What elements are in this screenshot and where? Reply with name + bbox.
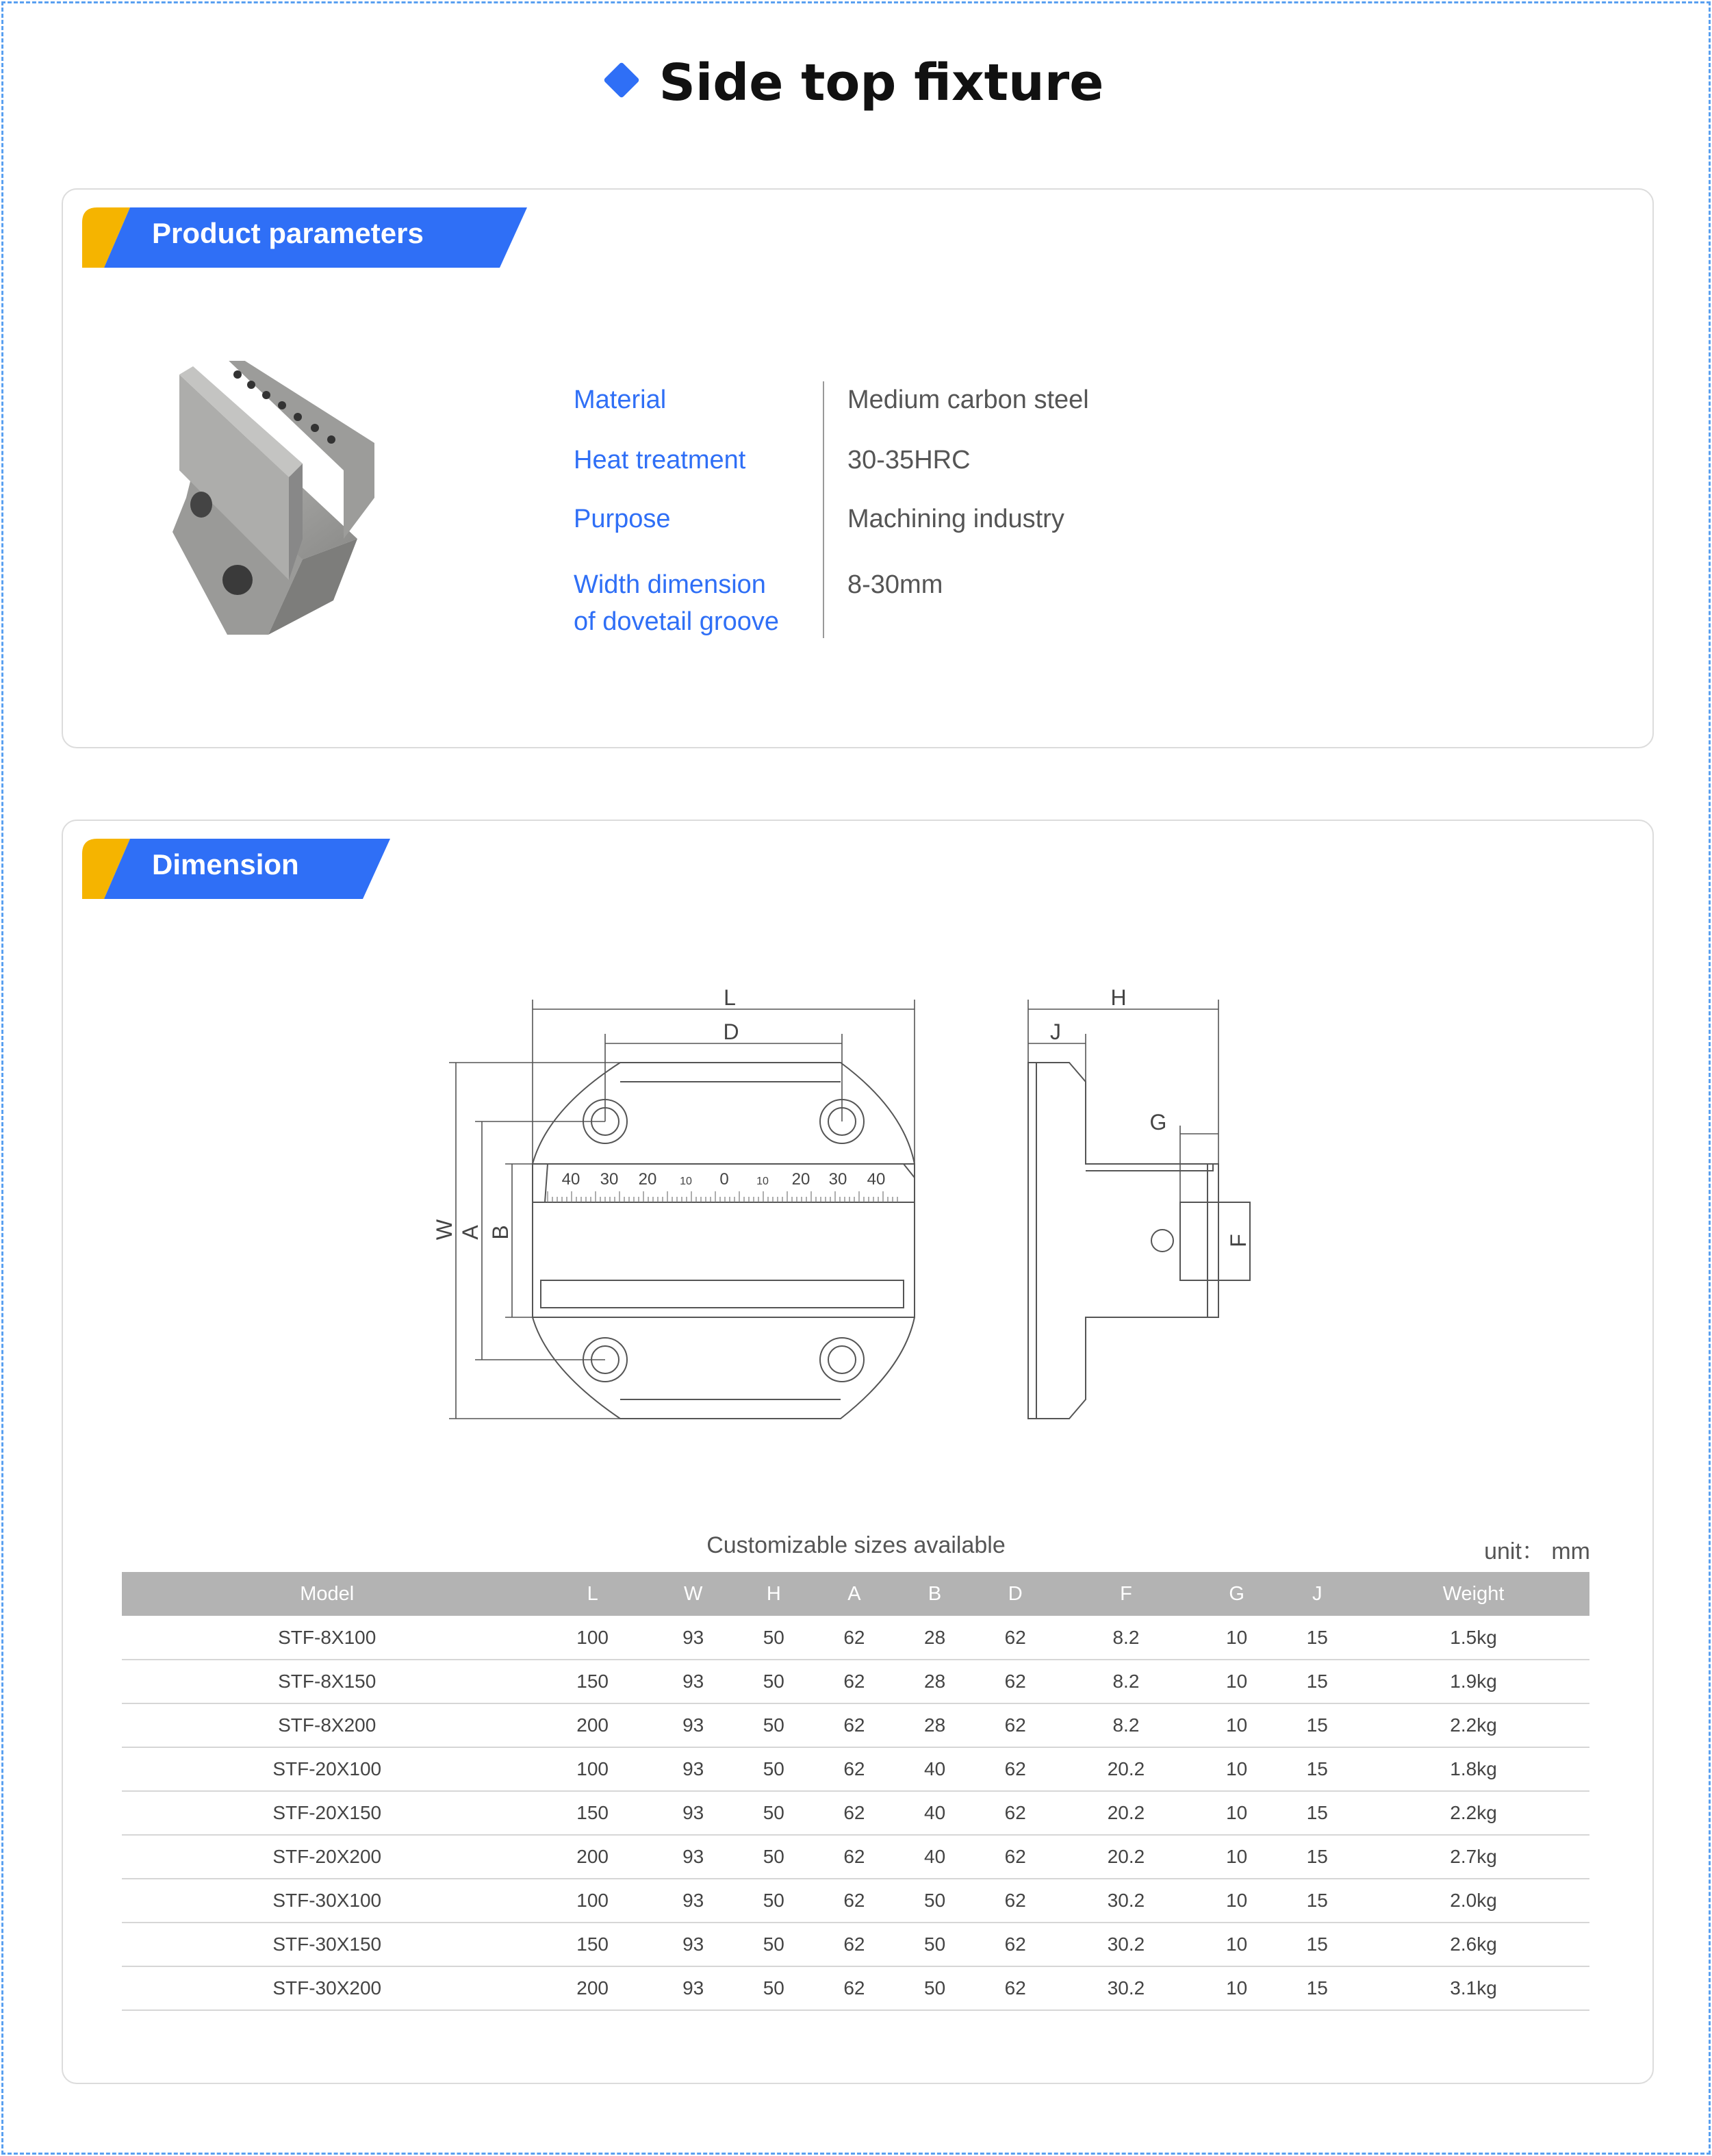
param-label-width-line1: Width dimension — [574, 570, 766, 599]
table-cell: 15 — [1277, 1747, 1357, 1791]
param-label-width-line2: of dovetail groove — [574, 607, 779, 636]
table-cell: 200 — [532, 1703, 652, 1747]
dim-label-F: F — [1226, 1234, 1251, 1247]
column-header: B — [895, 1572, 975, 1616]
table-cell: 62 — [975, 1879, 1056, 1923]
table-cell: 93 — [653, 1879, 734, 1923]
table-cell: 15 — [1277, 1703, 1357, 1747]
table-cell: 40 — [895, 1835, 975, 1879]
table-cell: 62 — [975, 1747, 1056, 1791]
table-cell: 93 — [653, 1966, 734, 2010]
table-cell: 62 — [975, 1660, 1056, 1703]
dimension-drawing — [411, 959, 1301, 1451]
table-cell: 200 — [532, 1835, 652, 1879]
ruler-label: 20 — [638, 1170, 657, 1189]
dim-label-B: B — [488, 1225, 513, 1240]
table-cell: 50 — [733, 1791, 814, 1835]
table-cell: 40 — [895, 1747, 975, 1791]
table-cell: 30.2 — [1056, 1879, 1197, 1923]
table-cell: 10 — [1197, 1616, 1277, 1660]
table-cell: 2.2kg — [1357, 1703, 1589, 1747]
table-cell: 28 — [895, 1616, 975, 1660]
table-cell: 50 — [733, 1835, 814, 1879]
param-value-width: 8-30mm — [847, 570, 943, 599]
table-cell: 20.2 — [1056, 1747, 1197, 1791]
table-cell: 50 — [895, 1923, 975, 1966]
table-cell: 15 — [1277, 1616, 1357, 1660]
table-cell: 100 — [532, 1616, 652, 1660]
ruler-label: 20 — [791, 1170, 810, 1189]
table-cell: 93 — [653, 1660, 734, 1703]
dim-label-G: G — [1149, 1110, 1167, 1134]
diamond-icon — [603, 62, 640, 99]
dim-label-W: W — [432, 1219, 457, 1241]
ruler-label: 0 — [719, 1170, 729, 1189]
table-cell: 15 — [1277, 1791, 1357, 1835]
table-cell: 200 — [532, 1966, 652, 2010]
section-banner-label: Product parameters — [152, 217, 424, 249]
table-cell: 100 — [532, 1747, 652, 1791]
table-cell: 50 — [733, 1660, 814, 1703]
page-title — [0, 53, 1712, 112]
dim-label-L: L — [724, 985, 736, 1010]
table-cell: 50 — [895, 1879, 975, 1923]
column-header: W — [653, 1572, 734, 1616]
sizes-table — [122, 1572, 1589, 2011]
dim-label-J: J — [1050, 1019, 1061, 1044]
param-label-heat-treatment: Heat treatment — [574, 446, 746, 474]
param-value-material: Medium carbon steel — [847, 385, 1089, 414]
table-cell: STF-8X100 — [122, 1616, 532, 1660]
table-cell: 28 — [895, 1703, 975, 1747]
table-cell: 10 — [1197, 1966, 1277, 2010]
table-cell: STF-30X200 — [122, 1966, 532, 2010]
table-cell: 8.2 — [1056, 1616, 1197, 1660]
table-cell: 50 — [733, 1747, 814, 1791]
table-cell: 10 — [1197, 1835, 1277, 1879]
column-header: D — [975, 1572, 1056, 1616]
table-cell: 30.2 — [1056, 1923, 1197, 1966]
column-header: G — [1197, 1572, 1277, 1616]
param-value-heat-treatment: 30-35HRC — [847, 446, 971, 474]
ruler-label: 40 — [561, 1170, 580, 1189]
table-cell: 150 — [532, 1923, 652, 1966]
table-cell: 1.5kg — [1357, 1616, 1589, 1660]
table-cell: 150 — [532, 1791, 652, 1835]
section-banner — [82, 207, 527, 268]
table-cell: 1.8kg — [1357, 1747, 1589, 1791]
table-cell: 2.6kg — [1357, 1923, 1589, 1966]
table-cell: 62 — [814, 1923, 895, 1966]
table-cell: 150 — [532, 1660, 652, 1703]
table-cell: STF-20X100 — [122, 1747, 532, 1791]
table-row — [122, 1791, 1589, 1835]
table-cell: 10 — [1197, 1660, 1277, 1703]
table-cell: 50 — [733, 1923, 814, 1966]
table-cell: STF-8X200 — [122, 1703, 532, 1747]
table-row — [122, 1835, 1589, 1879]
table-cell: 50 — [733, 1616, 814, 1660]
table-cell: 93 — [653, 1703, 734, 1747]
dim-label-A: A — [458, 1225, 483, 1240]
table-cell: 62 — [975, 1616, 1056, 1660]
table-cell: 15 — [1277, 1923, 1357, 1966]
table-caption: Customizable sizes available — [706, 1532, 1006, 1558]
param-value-purpose: Machining industry — [847, 505, 1064, 533]
table-cell: 62 — [975, 1966, 1056, 2010]
table-cell: 10 — [1197, 1791, 1277, 1835]
table-cell: 50 — [733, 1966, 814, 2010]
product-image — [166, 361, 474, 642]
table-cell: 50 — [733, 1703, 814, 1747]
table-cell: 10 — [1197, 1703, 1277, 1747]
table-cell: 15 — [1277, 1660, 1357, 1703]
table-cell: STF-20X150 — [122, 1791, 532, 1835]
table-cell: 62 — [814, 1835, 895, 1879]
table-cell: 8.2 — [1056, 1660, 1197, 1703]
table-cell: 15 — [1277, 1966, 1357, 2010]
table-cell: 93 — [653, 1616, 734, 1660]
table-cell: 62 — [975, 1703, 1056, 1747]
table-cell: 93 — [653, 1835, 734, 1879]
table-header-row — [122, 1572, 1589, 1616]
dim-label-H: H — [1110, 985, 1127, 1010]
ruler-label: 10 — [680, 1176, 692, 1187]
column-header: F — [1056, 1572, 1197, 1616]
table-cell: 100 — [532, 1879, 652, 1923]
column-header: J — [1277, 1572, 1357, 1616]
table-row — [122, 1660, 1589, 1703]
ruler-label: 30 — [828, 1170, 847, 1189]
table-cell: 62 — [814, 1703, 895, 1747]
table-cell: 62 — [814, 1747, 895, 1791]
section-banner — [82, 839, 390, 899]
table-cell: 62 — [975, 1791, 1056, 1835]
table-cell: 20.2 — [1056, 1835, 1197, 1879]
table-cell: 2.0kg — [1357, 1879, 1589, 1923]
table-row — [122, 1703, 1589, 1747]
table-row — [122, 1923, 1589, 1966]
unit-label: unit： mm — [1484, 1538, 1590, 1564]
table-cell: 62 — [814, 1966, 895, 2010]
table-cell: 10 — [1197, 1747, 1277, 1791]
page-title-text: Side top fixture — [659, 53, 1104, 112]
table-cell: 20.2 — [1056, 1791, 1197, 1835]
table-cell: 62 — [814, 1616, 895, 1660]
table-cell: 50 — [733, 1879, 814, 1923]
param-divider — [823, 381, 824, 638]
table-cell: 62 — [975, 1835, 1056, 1879]
table-cell: 8.2 — [1056, 1703, 1197, 1747]
table-cell: 30.2 — [1056, 1966, 1197, 2010]
table-cell: 15 — [1277, 1835, 1357, 1879]
table-cell: 10 — [1197, 1923, 1277, 1966]
table-row — [122, 1879, 1589, 1923]
table-cell: 62 — [975, 1923, 1056, 1966]
column-header: L — [532, 1572, 652, 1616]
section-banner-label: Dimension — [152, 848, 299, 880]
table-cell: 15 — [1277, 1879, 1357, 1923]
table-cell: STF-30X150 — [122, 1923, 532, 1966]
table-cell: 2.7kg — [1357, 1835, 1589, 1879]
table-row — [122, 1747, 1589, 1791]
ruler-label: 10 — [756, 1176, 769, 1187]
table-row — [122, 1616, 1589, 1660]
table-cell: 2.2kg — [1357, 1791, 1589, 1835]
table-cell: STF-20X200 — [122, 1835, 532, 1879]
table-cell: 10 — [1197, 1879, 1277, 1923]
param-label-purpose: Purpose — [574, 505, 671, 533]
table-cell: 3.1kg — [1357, 1966, 1589, 2010]
table-cell: 93 — [653, 1923, 734, 1966]
table-row — [122, 1966, 1589, 2010]
table-cell: STF-8X150 — [122, 1660, 532, 1703]
column-header: Model — [122, 1572, 532, 1616]
table-cell: 62 — [814, 1660, 895, 1703]
table-cell: 50 — [895, 1966, 975, 2010]
ruler-label: 30 — [600, 1170, 619, 1189]
product-parameters-card — [62, 188, 1654, 748]
table-cell: 28 — [895, 1660, 975, 1703]
table-cell: STF-30X100 — [122, 1879, 532, 1923]
dim-label-D: D — [723, 1019, 739, 1044]
ruler-label: 40 — [867, 1170, 886, 1189]
table-cell: 62 — [814, 1879, 895, 1923]
table-cell: 93 — [653, 1791, 734, 1835]
table-cell: 93 — [653, 1747, 734, 1791]
table-cell: 1.9kg — [1357, 1660, 1589, 1703]
column-header: Weight — [1357, 1572, 1589, 1616]
column-header: A — [814, 1572, 895, 1616]
table-cell: 40 — [895, 1791, 975, 1835]
table-cell: 62 — [814, 1791, 895, 1835]
column-header: H — [733, 1572, 814, 1616]
param-label-material: Material — [574, 385, 667, 414]
